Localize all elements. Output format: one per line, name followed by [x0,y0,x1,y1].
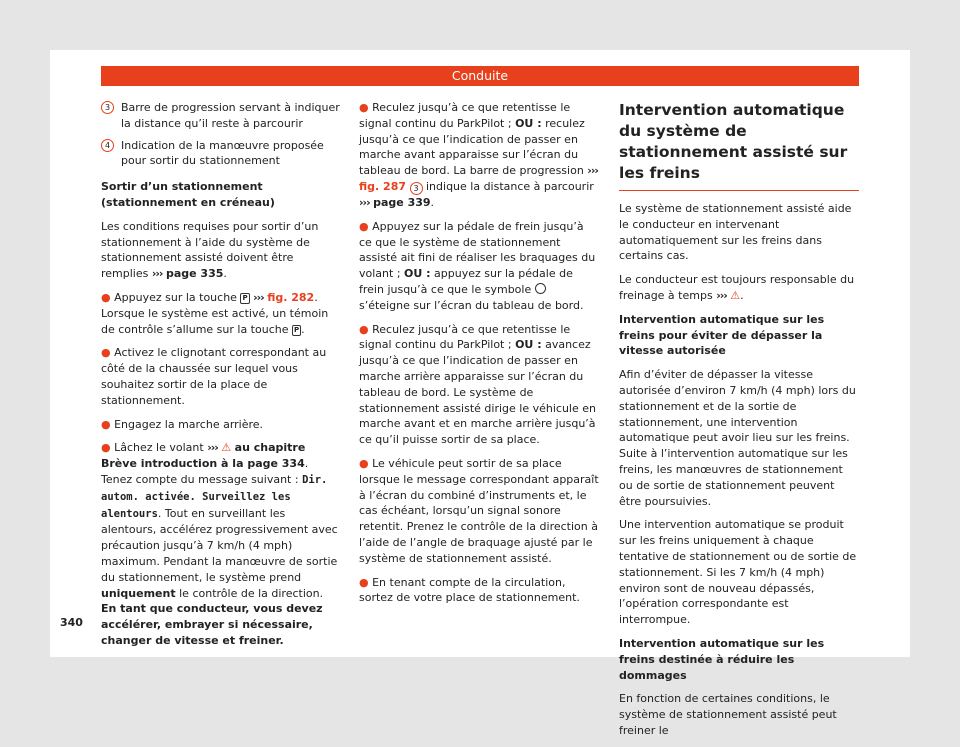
steering-symbol-icon [535,283,546,294]
number-badge: 3 [410,182,423,195]
column-3 [619,100,859,747]
text: le contrôle de la direction. [179,586,324,600]
section-title: Intervention automatique du système de stationnement assisté sur les freins [619,100,859,191]
bullet-item [101,345,340,408]
park-assist-key-icon: P [242,293,248,302]
warning-icon: ⚠ [221,441,232,455]
chapter-link[interactable]: au chapitre Brève introduction à la page 334 [101,441,306,471]
arrow-icon: ››› [207,441,218,455]
subheading: Intervention automatique sur les freins pour éviter de dépasser la vitesse autorisée [619,312,825,358]
column-2 [359,100,599,614]
subheading: Intervention automatique sur les freins destinée à réduire les dommages [619,636,825,682]
text: Engagez la marche arrière. [114,417,264,431]
paragraph: Afin d’éviter de dépasser la vitesse autorisée d’environ 7 km/h (4 mph) lors du stationnement et de la sortie de stationnement, une intervention automatique peut avoir lieu sur les freins. Suite à l’intervention automatique sur les freins, les manœuvres de stationnement ou de sortie de stationnement peuvent être poursuivies. [619,368,856,508]
bullet-item [101,440,340,648]
or-label: OU : [404,267,431,281]
emphasis: uniquement [101,586,176,600]
figure-link[interactable]: fig. 282 [267,290,315,304]
bullet-item [359,219,599,314]
page-header: Conduite [101,66,859,86]
bullet-item [359,575,599,607]
bullet-icon: ● [359,456,369,470]
text: avancez jusqu’à ce que l’indication de passer en marche arrière apparaisse sur l’écran du tableau de bord. Le système de stationnement assisté dirige le véhicule en marche avant et en marche arrière jusqu’à ce qu’il puisse sortir de sa place. [359,338,596,447]
paragraph: Les conditions requises pour sortir d’un stationnement à l’aide du système de stationnement assisté doivent être remplies ››› page 335. [101,219,319,281]
text: Lâchez le volant [114,441,204,455]
text: Les conditions requises pour sortir d’un stationnement à l’aide du système de stationnement assisté doivent être remplies [101,219,319,281]
legend-text: Indication de la manœuvre proposée pour sortir du stationnement [121,138,324,168]
text: s’éteigne sur l’écran du tableau de bord. [359,298,584,312]
page-number: 340 [60,616,83,629]
text: appuyez sur la pédale de frein jusqu’à ce que le symbole [359,267,573,296]
bullet-icon: ● [101,346,111,360]
bullet-item [101,417,340,433]
page-link[interactable]: page 339 [373,195,431,209]
column-1 [101,100,340,657]
or-label: OU : [515,116,542,130]
page-link[interactable]: page 335 [165,267,224,281]
bullet-item: ● Reculez jusqu’à ce que retentisse le signal continu du ParkPilot ; OU : reculez jusqu’à ce que l’indication de passer en marche avant apparaisse sur l’écran du tableau de bord. La barre de progression ››› fig. 287 3 indique la distance à parcourir ››› page 339. [359,101,598,209]
display-message: Dir. autom. activée. Surveillez les alentours [101,473,328,520]
bullet-item [359,322,599,448]
emphasis: En tant que conducteur, vous devez accélérer, embrayer si nécessaire, changer de vitesse et freiner. [101,602,323,647]
text: . Tenez compte du message suivant : [101,457,309,486]
warning-icon: ⚠ [730,288,741,302]
bullet-icon: ● [101,417,111,431]
or-label: OU : [515,338,542,352]
bullet-icon: ● [359,322,369,336]
bullet-icon: ● [359,219,369,233]
text: . Tout en surveillant les alentours, accélérez progressivement avec précaution jusqu’à 7 km/h (4 mph) maximum. Pendant la manœuvre de sortie du stationnement, le système prend [101,506,338,584]
bullet-icon: ● [359,575,369,589]
text: Activez le clignotant correspondant au côté de la chaussée sur lequel vous souhaitez sortir de la place de stationnement. [101,346,327,407]
arrow-icon: ››› [587,164,598,178]
number-badge: 4 [101,139,114,152]
text: Le véhicule peut sortir de sa place lorsque le message correspondant apparaît à l’écran du combiné d’instruments et, le cas échéant, lorsqu’un signal sonore retentit. Prenez le contrôle de la direction à l’aide de l’angle de braquage ajusté par le système de stationnement assisté. [359,456,599,565]
paragraph: En fonction de certaines conditions, le système de stationnement assisté peut freiner le [619,692,837,737]
text: Reculez jusqu’à ce que retentisse le signal continu du ParkPilot ; [359,101,571,130]
arrow-icon: ››› [151,267,163,281]
park-assist-key-icon: P [294,325,300,334]
text: Appuyez sur la pédale de frein jusqu’à ce que le système de stationnement assisté ait fini de réaliser les braquages du volant ; [359,219,596,281]
figure-link[interactable]: fig. 287 [359,179,406,193]
text: . Lorsque le système est activé, un témoin de contrôle s’allume sur la touche [101,290,329,336]
legend-item-4 [101,138,340,170]
bullet-icon: ● [101,290,111,304]
bullet-icon: ● [359,101,369,114]
bullet-item [359,456,599,567]
text: reculez jusqu’à ce que l’indication de passer en marche avant apparaisse sur l’écran du tableau de bord. La barre de progression [359,116,585,178]
number-badge: 3 [101,101,114,114]
legend-item-3 [101,100,340,132]
text: Le conducteur est toujours responsable du freinage à temps [619,273,855,302]
paragraph: Une intervention automatique se produit sur les freins uniquement à chaque tentative de stationnement ou de sortie de stationnement. Si les 7 km/h (4 mph) environ sont de nouveau dépassés, l’opération correspondante est interrompue. [619,518,857,627]
paragraph: Le conducteur est toujours responsable du freinage à temps ››› ⚠. [619,273,855,302]
text: Appuyez sur la touche [114,290,237,304]
arrow-icon: ››› [359,195,370,209]
legend-text: Barre de progression servant à indiquer la distance qu’il reste à parcourir [121,101,340,130]
arrow-icon: ››› [716,288,727,302]
text: Reculez jusqu’à ce que retentisse le signal continu du ParkPilot ; [359,322,571,352]
subheading: Sortir d’un stationnement (stationnement en créneau) [101,180,275,209]
paragraph: Le système de stationnement assisté aide le conducteur en intervenant automatiquement sur les freins dans certains cas. [619,202,852,263]
arrow-icon: ››› [253,290,264,304]
bullet-icon: ● [101,441,111,455]
text: indique la distance à parcourir [426,179,594,193]
text: En tenant compte de la circulation, sortez de votre place de stationnement. [359,575,580,605]
bullet-item: ● Appuyez sur la touche P ››› fig. 282. Lorsque le système est activé, un témoin de contrôle s’allume sur la touche P . [101,290,329,336]
